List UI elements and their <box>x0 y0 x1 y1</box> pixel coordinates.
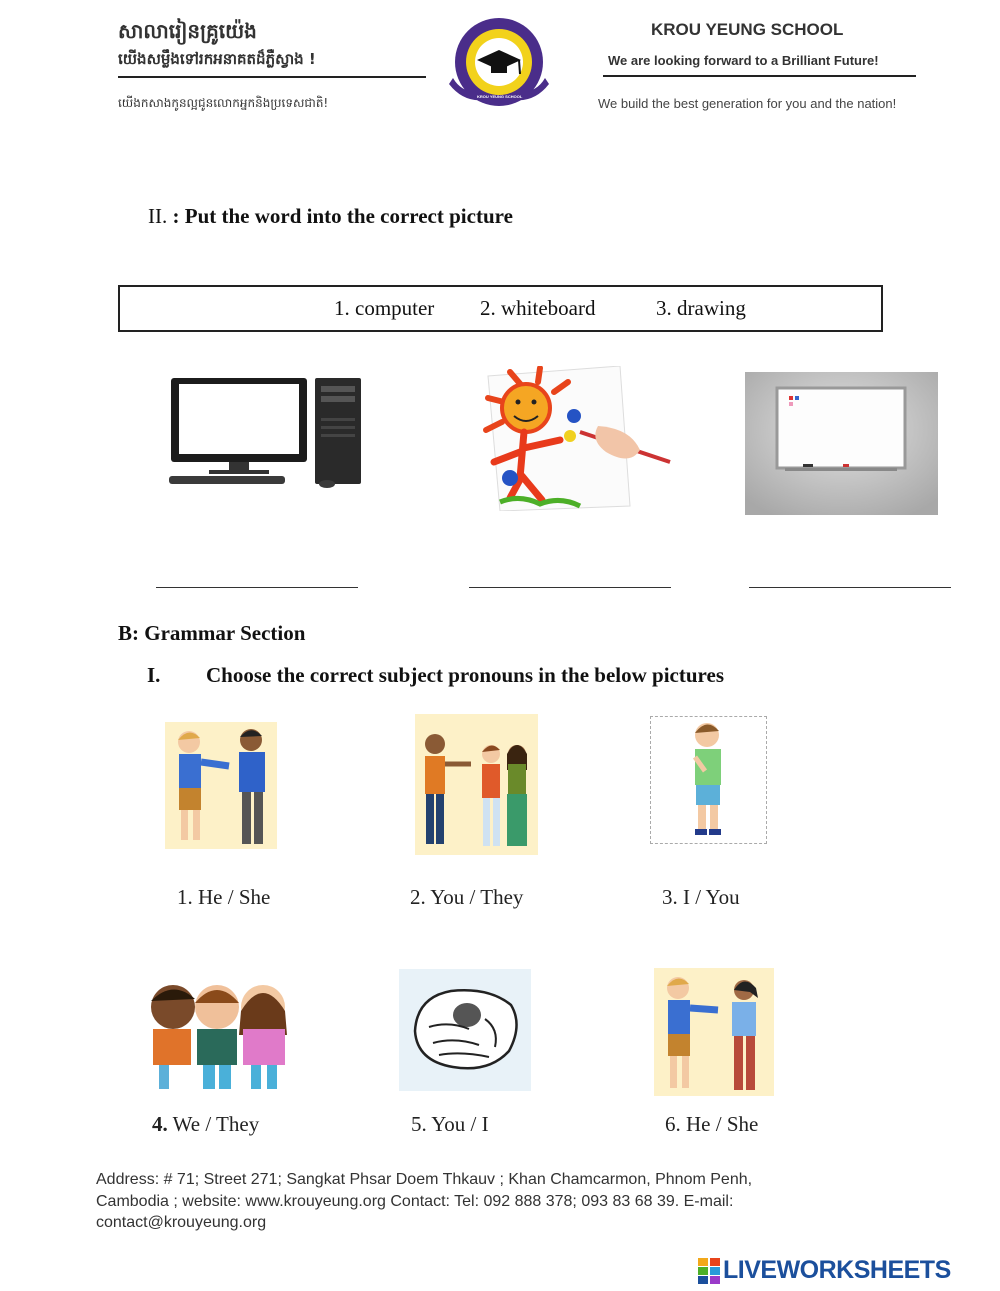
computer-picture <box>165 370 365 490</box>
liveworksheets-wordmark: LIVEWORKSHEETS <box>723 1256 951 1284</box>
pronoun-item-options: He / She <box>198 885 271 909</box>
word-bank-word: 2. whiteboard <box>480 296 596 320</box>
drawing-picture <box>480 366 675 511</box>
footer-email: contact@krouyeung.org <box>96 1214 267 1231</box>
pronoun-item-options: He / She <box>686 1112 759 1136</box>
liveworksheets-icon <box>698 1258 720 1284</box>
school-subtitle: We build the best generation for you and the nation! <box>598 96 897 111</box>
pronoun-item-5[interactable] <box>411 1112 489 1137</box>
pronoun-item-4[interactable] <box>152 1112 259 1137</box>
logo-caption: KROU YEUNG SCHOOL <box>477 94 523 99</box>
pronoun-picture-4 <box>137 975 303 1091</box>
pronoun-item-3[interactable] <box>662 885 740 910</box>
footer-address-line-2: Cambodia ; website: www.krouyeung.org Contact: Tel: 092 888 378; 093 83 68 39. E-mail: <box>96 1193 734 1210</box>
header-right-divider <box>603 75 916 77</box>
footer-address-line-1: Address: # 71; Street 271; Sangkat Phsar Doem Thkauv ; Khan Chamcarmon, Phnom Penh, <box>96 1171 753 1188</box>
pronoun-item-number: 4. <box>152 1112 168 1136</box>
school-slogan: We are looking forward to a Brilliant Future! <box>608 53 879 68</box>
khmer-subtitle: យើងកសាងកូនល្អជូនលោកអ្នកនិងប្រទេសជាតិ! <box>118 96 329 110</box>
khmer-school-name: សាលារៀនគ្រូយ៉េង <box>118 19 257 43</box>
grammar-heading: B: Grammar Section <box>118 621 306 645</box>
pronoun-item-options: We / They <box>172 1112 260 1136</box>
pronoun-item-options: You / They <box>430 885 524 909</box>
section-ii-title: : Put the word into the correct picture <box>172 204 513 228</box>
word-bank-box <box>118 285 883 332</box>
pronoun-item-2[interactable] <box>410 885 523 910</box>
school-logo <box>443 14 555 110</box>
pronoun-item-6[interactable] <box>665 1112 758 1137</box>
pronoun-item-options: You / I <box>431 1112 489 1136</box>
pronoun-item-number: 5. <box>411 1112 427 1136</box>
pronoun-picture-2 <box>415 714 538 855</box>
pronoun-item-number: 6. <box>665 1112 681 1136</box>
answer-line-whiteboard[interactable] <box>749 587 951 588</box>
section-ii-number: II. <box>148 204 168 228</box>
khmer-slogan: យើងសម្លឹងទៅរកអនាគតដ៏ភ្លឺស្វាង ! <box>118 50 316 68</box>
header-left-divider <box>118 76 426 78</box>
pronoun-picture-5 <box>399 969 531 1091</box>
school-name: KROU YEUNG SCHOOL <box>651 20 844 39</box>
answer-line-computer[interactable] <box>156 587 358 588</box>
pronoun-item-options: I / You <box>683 885 740 909</box>
word-bank-word: 3. drawing <box>656 296 746 320</box>
grammar-instruction-number: I. <box>147 663 161 687</box>
grammar-instruction: Choose the correct subject pronouns in the below pictures <box>206 663 724 687</box>
word-bank-word: 1. computer <box>334 296 435 320</box>
pronoun-item-1[interactable] <box>177 885 270 910</box>
liveworksheets-logo[interactable] <box>698 1256 994 1286</box>
pronoun-picture-6 <box>654 968 774 1096</box>
section-ii-heading <box>148 204 513 229</box>
whiteboard-picture <box>745 372 938 515</box>
pronoun-item-number: 3. <box>662 885 678 909</box>
pronoun-item-number: 2. <box>410 885 426 909</box>
pronoun-picture-1 <box>165 722 277 849</box>
pronoun-picture-3 <box>650 716 767 844</box>
pronoun-item-number: 1. <box>177 885 193 909</box>
answer-line-drawing[interactable] <box>469 587 671 588</box>
